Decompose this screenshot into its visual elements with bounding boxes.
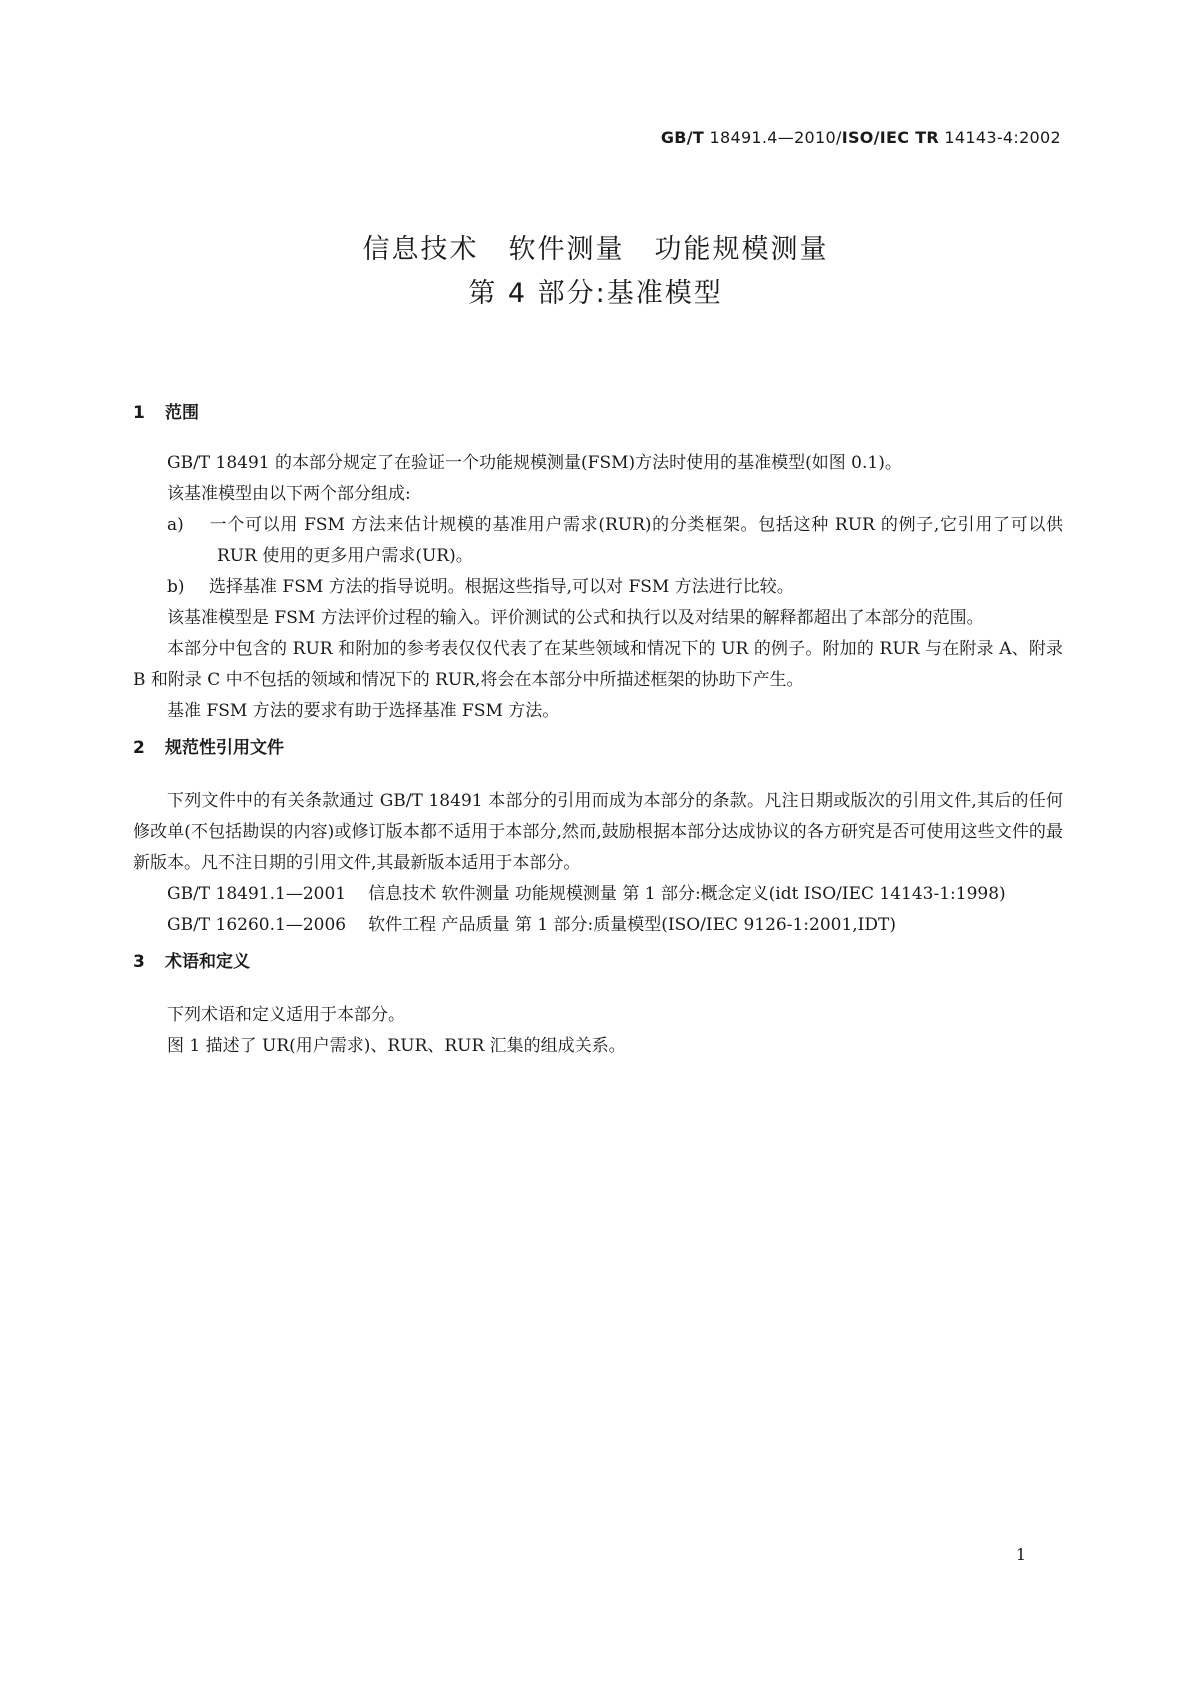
paragraph: 下列术语和定义适用于本部分。: [167, 1005, 405, 1025]
list-item-a: [133, 510, 1063, 572]
list-marker: a): [167, 515, 184, 535]
reference-id: GB/T 16260.1—2006: [167, 915, 347, 935]
standard-code-prefix: GB/T: [660, 128, 705, 147]
section-title: 规范性引用文件: [165, 738, 284, 758]
reference-id: GB/T 18491.1—2001: [167, 884, 347, 904]
standard-iso-number: 14143-4:2002: [939, 128, 1061, 147]
document-title: [0, 228, 1191, 316]
paragraph: 该基准模型是 FSM 方法评价过程的输入。评价测试的公式和执行以及对结果的解释都超出了本部分的范围。: [167, 608, 984, 628]
document-body: [133, 398, 1063, 1062]
paragraph: 图 1 描述了 UR(用户需求)、RUR、RUR 汇集的组成关系。: [167, 1036, 626, 1056]
section-heading-scope: [133, 398, 1063, 429]
paragraph: 本部分中包含的 RUR 和附加的参考表仅仅代表了在某些领域和情况下的 UR 的例子。附加的 RUR 与在附录 A、附录 B 和附录 C 中不包括的领域和情况下的 RUR,将会在本部分中所描述框架的协助下产生。: [133, 639, 1063, 690]
document-header: [661, 128, 1061, 147]
reference-entry-2: [133, 910, 1063, 941]
list-item-text: 一个可以用 FSM 方法来估计规模的基准用户需求(RUR)的分类框架。包括这种 RUR 的例子,它引用了可以供 RUR 使用的更多用户需求(UR)。: [209, 515, 1063, 566]
title-part-3: 功能规模测量: [654, 234, 829, 265]
title-part-2: 软件测量: [508, 234, 625, 265]
section-number: 1: [133, 403, 145, 423]
standard-iso-prefix: ISO/IEC TR: [841, 128, 940, 147]
reference-title: 软件工程 产品质量 第 1 部分:质量模型(ISO/IEC 9126-1:2001,IDT): [368, 915, 896, 935]
paragraph: 下列文件中的有关条款通过 GB/T 18491 本部分的引用而成为本部分的条款。凡注日期或版次的引用文件,其后的任何修改单(不包括勘误的内容)或修订版本都不适用于本部分,然而,鼓励根据本部分达成协议的各方研究是否可使用这些文件的最新版本。凡不注日期的引用文件,其最新版本适用于本部分。: [133, 791, 1063, 873]
list-marker: b): [167, 577, 185, 597]
standard-number: 18491.4—2010/: [704, 128, 842, 147]
paragraph: GB/T 18491 的本部分规定了在验证一个功能规模测量(FSM)方法时使用的基准模型(如图 0.1)。: [167, 453, 902, 473]
paragraph: 基准 FSM 方法的要求有助于选择基准 FSM 方法。: [167, 701, 560, 721]
title-line-2: 第 4 部分:基准模型: [468, 278, 723, 309]
section-number: 2: [133, 738, 145, 758]
reference-title: 信息技术 软件测量 功能规模测量 第 1 部分:概念定义(idt ISO/IEC 14143-1:1998): [368, 884, 1006, 904]
list-item-b: [133, 572, 1063, 603]
title-line-1: [0, 228, 1191, 272]
page-number: 1: [1015, 1545, 1026, 1564]
list-item-text: 选择基准 FSM 方法的指导说明。根据这些指导,可以对 FSM 方法进行比较。: [209, 577, 794, 597]
section-heading-normative-references: [133, 733, 1063, 764]
title-part-1: 信息技术: [362, 234, 479, 265]
section-title: 术语和定义: [165, 952, 250, 972]
section-title: 范围: [165, 403, 199, 423]
reference-entry-1: [133, 879, 1063, 910]
section-number: 3: [133, 952, 145, 972]
section-heading-terms-and-definitions: [133, 947, 1063, 978]
paragraph: 该基准模型由以下两个部分组成:: [167, 484, 411, 504]
